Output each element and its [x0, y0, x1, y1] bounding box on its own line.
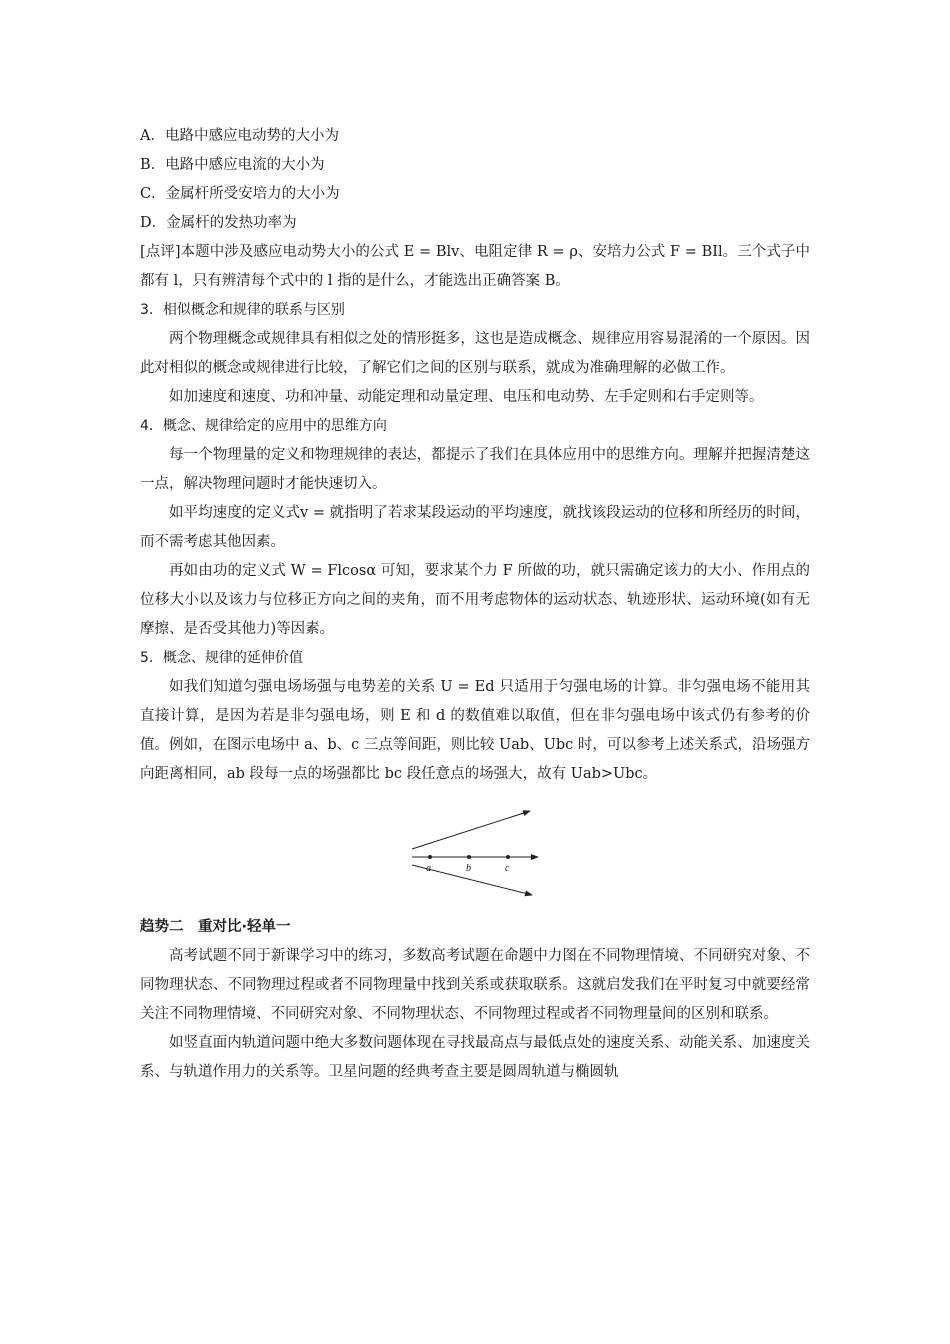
trend2-heading: 趋势二 重对比·轻单一 — [140, 919, 291, 935]
electric-field-figure — [140, 801, 810, 899]
review-paragraph: [点评]本题中涉及感应电动势大小的公式 E = Blv、电阻定律 R = ρ、安培力公式 F = BIl。三个式子中都有 l，只有辨清每个式中的 l 指的是什么，才能选出正确答案 B。 — [140, 244, 810, 289]
point-b — [467, 855, 471, 859]
point-a — [428, 855, 432, 859]
trend2-paragraph-1: 高考试题不同于新课学习中的练习，多数高考试题在命题中力图在不同物理情境、不同研究对象、不同物理状态、不同物理过程或者不同物理量中找到关系或获取联系。这就启发我们在平时复习中就要经常关注不同物理情境、不同研究对象、不同物理状态、不同物理过程或者不同物理量间的区别和联系。 — [140, 948, 810, 1022]
point-c — [506, 855, 510, 859]
label-a: a — [426, 863, 431, 874]
document-page — [140, 122, 810, 1087]
label-b: b — [466, 863, 471, 874]
section4-paragraph-2: 如平均速度的定义式v = 就指明了若求某段运动的平均速度，就找该段运动的位移和所经历的时间，而不需考虑其他因素。 — [140, 505, 810, 550]
trend2-paragraph-2: 如竖直面内轨道问题中绝大多数问题体现在寻找最高点与最低点处的速度关系、动能关系、加速度关系、与轨道作用力的关系等。卫星问题的经典考查主要是圆周轨道与椭圆轨 — [140, 1035, 810, 1080]
section4-heading: 4．概念、规律给定的应用中的思维方向 — [140, 418, 387, 434]
option-d: D．金属杆的发热功率为 — [140, 215, 297, 231]
section5-paragraph-1: 如我们知道匀强电场场强与电势差的关系 U = Ed 只适用于匀强电场的计算。非匀强电场不能用其直接计算，是因为若是非匀强电场，则 E 和 d 的数值难以取值，但在非匀强电场中该式仍有参考的价值。例如，在图示电场中 a、b、c 三点等间距，则比较 Uab、Ubc 时，可以参考上述关系式，沿场强方向距离相同，ab 段每一点的场强都比 bc 段任意点的场强大，故有 Uab>Ubc。 — [140, 679, 810, 782]
field-line-upper — [412, 811, 530, 849]
section3-paragraph-2: 如加速度和速度、功和冲量、动能定理和动量定理、电压和电动势、左手定则和右手定则等。 — [169, 389, 764, 405]
option-c: C．金属杆所受安培力的大小为 — [140, 186, 340, 202]
option-b: B．电路中感应电流的大小为 — [140, 157, 325, 173]
section3-heading: 3．相似概念和规律的联系与区别 — [140, 302, 345, 318]
label-c: c — [505, 863, 510, 874]
section5-heading: 5．概念、规律的延伸价值 — [140, 650, 303, 666]
option-a: A．电路中感应电动势的大小为 — [140, 128, 339, 144]
section3-paragraph-1: 两个物理概念或规律具有相似之处的情形挺多，这也是造成概念、规律应用容易混淆的一个原因。因此对相似的概念或规律进行比较，了解它们之间的区别与联系，就成为准确理解的必做工作。 — [140, 331, 810, 376]
section4-paragraph-1: 每一个物理量的定义和物理规律的表达，都提示了我们在具体应用中的思维方向。理解并把握清楚这一点，解决物理问题时才能快速切入。 — [140, 447, 810, 492]
section4-paragraph-3: 再如由功的定义式 W = Flcosα 可知，要求某个力 F 所做的功，就只需确定该力的大小、作用点的位移大小以及该力与位移正方向之间的夹角，而不用考虑物体的运动状态、轨迹形状、运动环境(如有无摩擦、是否受其他力)等因素。 — [140, 563, 810, 637]
field-lines-diagram — [140, 801, 810, 899]
